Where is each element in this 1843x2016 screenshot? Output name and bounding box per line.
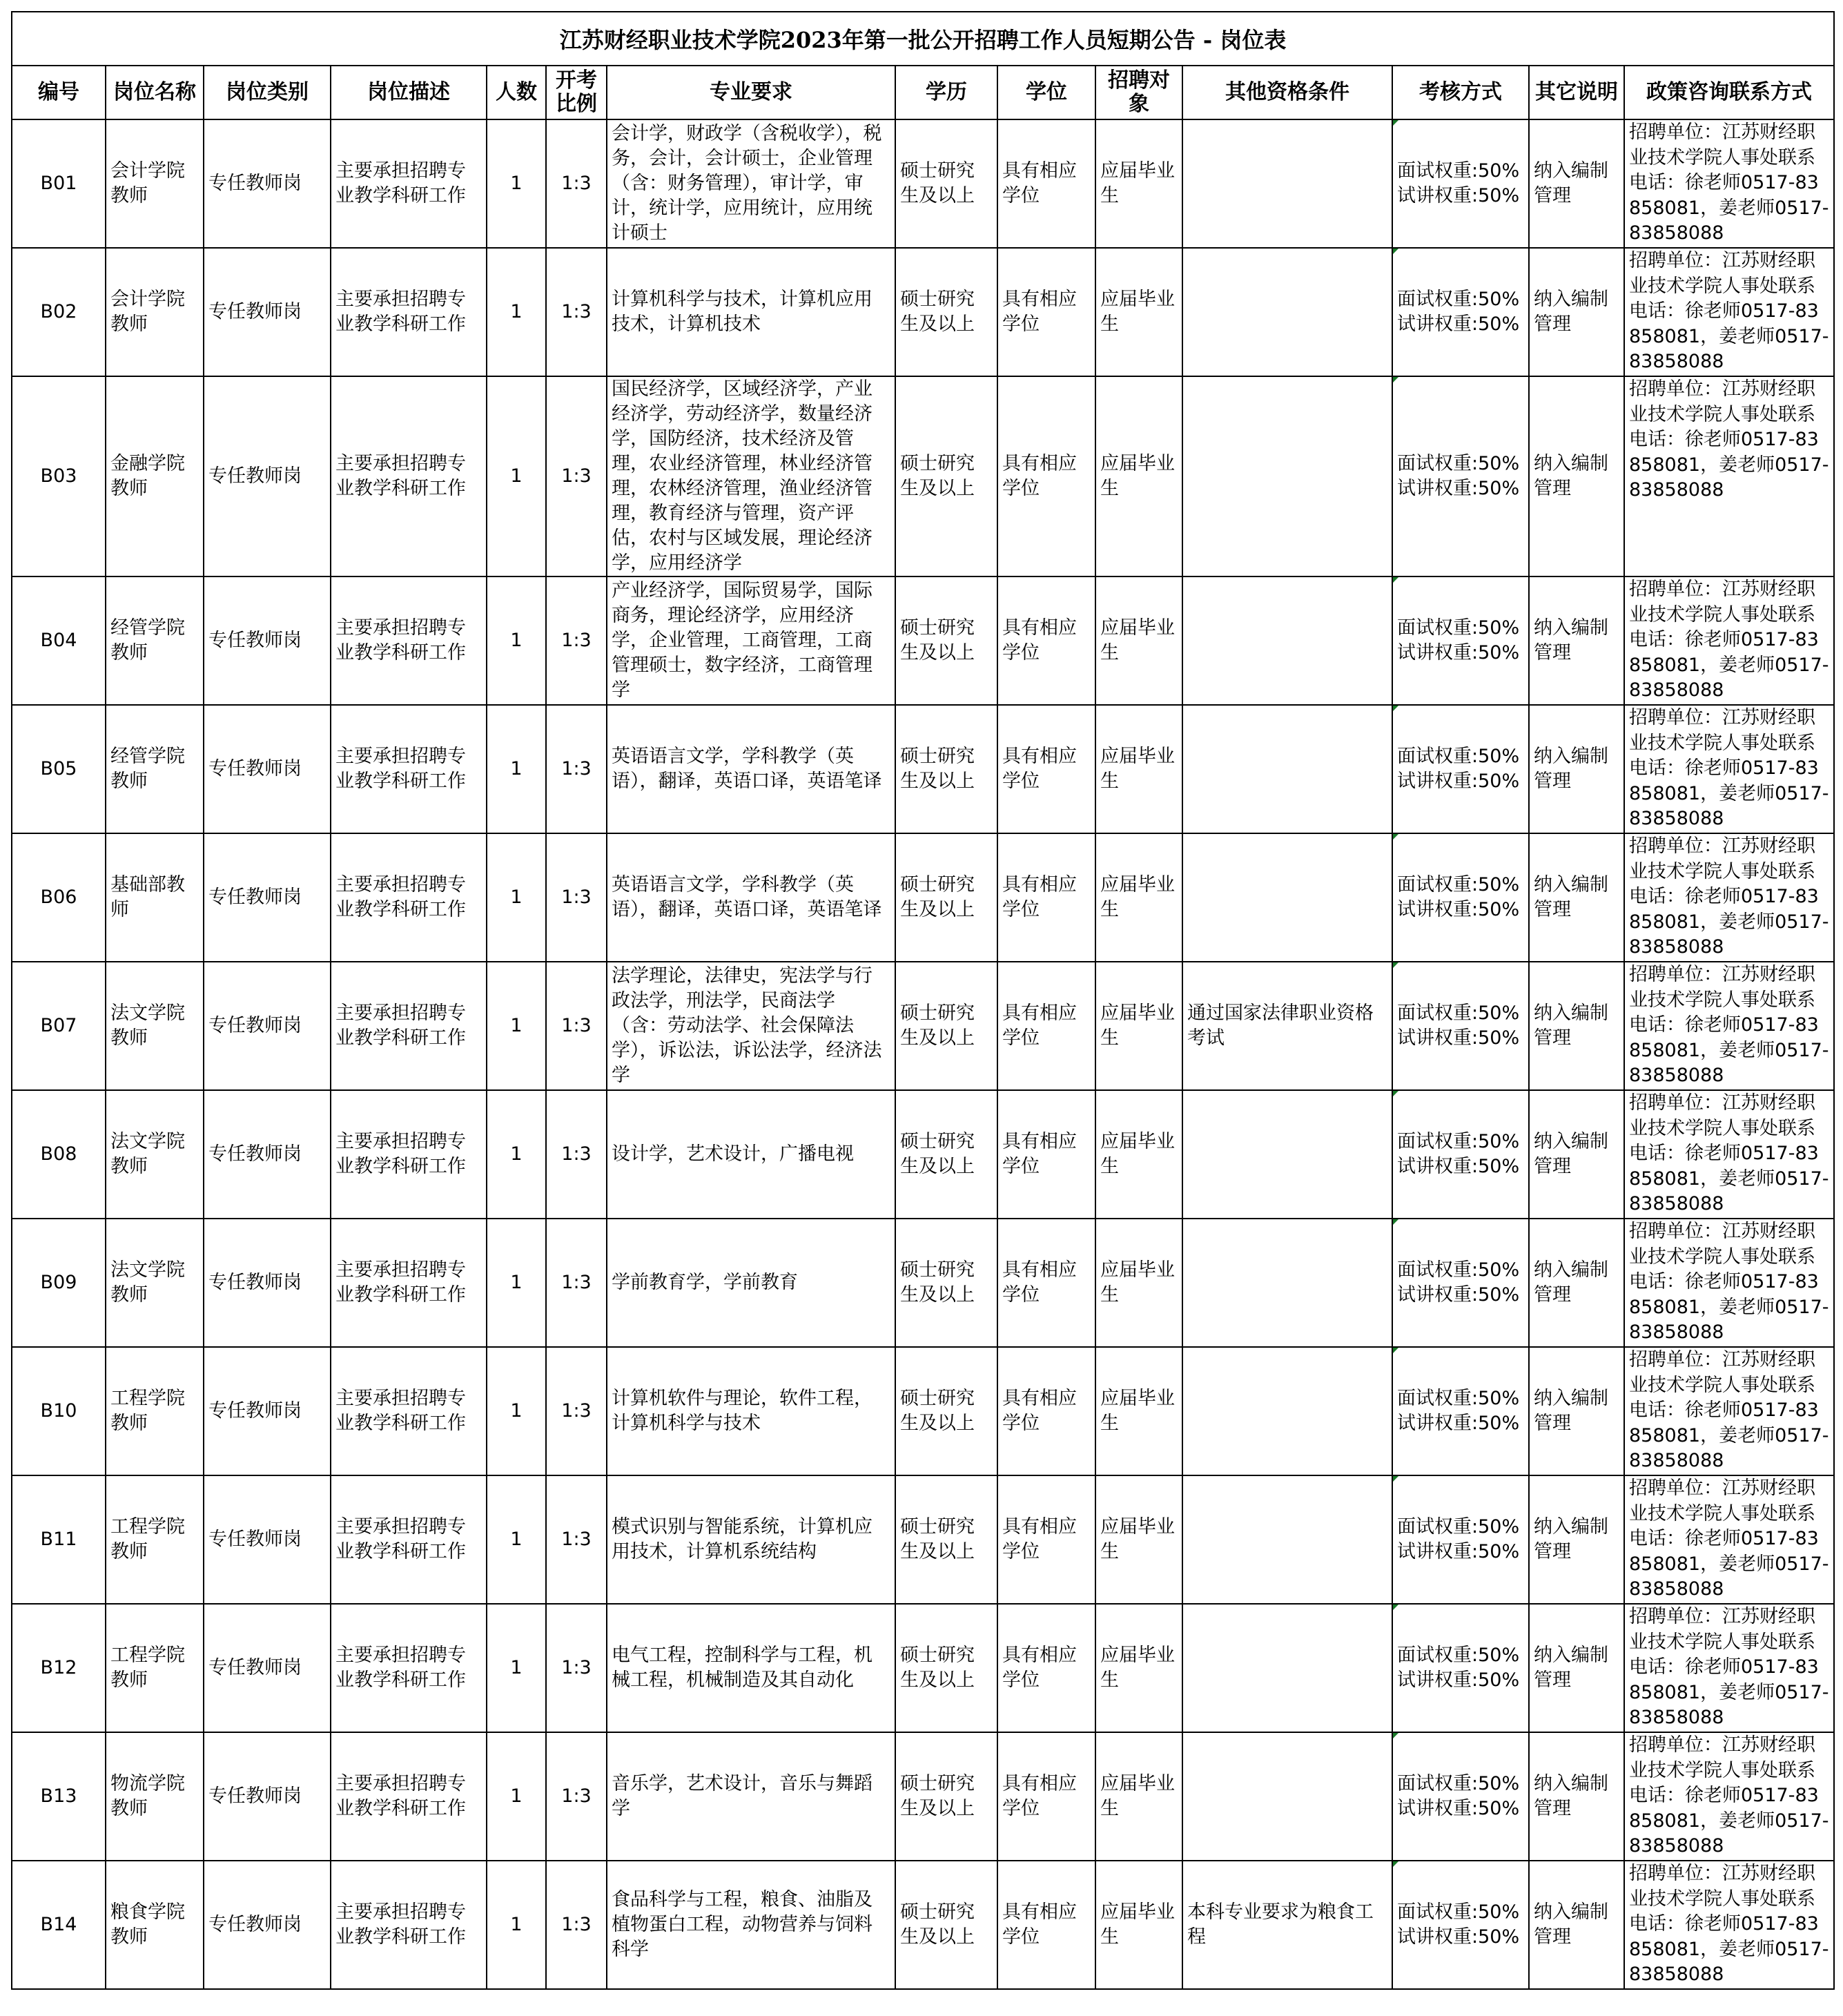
cell-exam: 面试权重:50% 试讲权重:50% xyxy=(1392,1475,1529,1604)
cell-target: 应届毕业生 xyxy=(1095,376,1182,576)
cell-ratio: 1:3 xyxy=(546,1347,607,1475)
cell-major: 学前教育学，学前教育 xyxy=(607,1219,895,1347)
cell-other xyxy=(1182,1219,1392,1347)
cell-id: B06 xyxy=(12,833,106,962)
cell-education: 硕士研究生及以上 xyxy=(895,962,997,1090)
cell-ratio: 1:3 xyxy=(546,376,607,576)
table-row xyxy=(12,1604,1834,1732)
cell-remark: 纳入编制管理 xyxy=(1529,1604,1624,1732)
cell-category: 专任教师岗 xyxy=(204,1604,331,1732)
cell-degree: 具有相应学位 xyxy=(997,833,1095,962)
cell-remark: 纳入编制管理 xyxy=(1529,1732,1624,1861)
cell-major: 模式识别与智能系统，计算机应用技术，计算机系统结构 xyxy=(607,1475,895,1604)
cell-id: B05 xyxy=(12,705,106,833)
job-table xyxy=(11,11,1835,1990)
cell-remark: 纳入编制管理 xyxy=(1529,705,1624,833)
cell-degree: 具有相应学位 xyxy=(997,1090,1095,1219)
cell-ratio: 1:3 xyxy=(546,1219,607,1347)
cell-contact: 招聘单位：江苏财经职业技术学院人事处联系电话：徐老师0517-83858081，姜老师0517-83858088 xyxy=(1624,248,1834,376)
cell-contact: 招聘单位：江苏财经职业技术学院人事处联系电话：徐老师0517-83858081，姜老师0517-83858088 xyxy=(1624,1347,1834,1475)
cell-other xyxy=(1182,833,1392,962)
cell-major: 计算机科学与技术，计算机应用技术，计算机技术 xyxy=(607,248,895,376)
cell-category: 专任教师岗 xyxy=(204,248,331,376)
cell-exam: 面试权重:50% 试讲权重:50% xyxy=(1392,248,1529,376)
table-row xyxy=(12,119,1834,248)
header-degree: 学位 xyxy=(997,66,1095,119)
cell-target: 应届毕业生 xyxy=(1095,1604,1182,1732)
cell-description: 主要承担招聘专业教学科研工作 xyxy=(331,833,487,962)
cell-exam: 面试权重:50% 试讲权重:50% xyxy=(1392,119,1529,248)
cell-education: 硕士研究生及以上 xyxy=(895,1475,997,1604)
cell-id: B10 xyxy=(12,1347,106,1475)
cell-ratio: 1:3 xyxy=(546,1861,607,1989)
cell-description: 主要承担招聘专业教学科研工作 xyxy=(331,1732,487,1861)
cell-target: 应届毕业生 xyxy=(1095,119,1182,248)
cell-count: 1 xyxy=(487,833,546,962)
cell-description: 主要承担招聘专业教学科研工作 xyxy=(331,1219,487,1347)
cell-id: B03 xyxy=(12,376,106,576)
cell-other xyxy=(1182,1475,1392,1604)
cell-other xyxy=(1182,376,1392,576)
cell-name: 工程学院教师 xyxy=(106,1604,204,1732)
cell-other xyxy=(1182,576,1392,705)
cell-target: 应届毕业生 xyxy=(1095,1732,1182,1861)
header-contact: 政策咨询联系方式 xyxy=(1624,66,1834,119)
cell-category: 专任教师岗 xyxy=(204,119,331,248)
table-row xyxy=(12,1475,1834,1604)
header-other: 其他资格条件 xyxy=(1182,66,1392,119)
cell-major: 会计学，财政学（含税收学），税务，会计，会计硕士，企业管理（含：财务管理），审计学，审计，统计学，应用统计，应用统计硕士 xyxy=(607,119,895,248)
cell-degree: 具有相应学位 xyxy=(997,1604,1095,1732)
cell-name: 会计学院教师 xyxy=(106,248,204,376)
cell-name: 法文学院教师 xyxy=(106,962,204,1090)
cell-name: 法文学院教师 xyxy=(106,1219,204,1347)
cell-ratio: 1:3 xyxy=(546,1090,607,1219)
cell-contact: 招聘单位：江苏财经职业技术学院人事处联系电话：徐老师0517-83858081，姜老师0517-83858088 xyxy=(1624,962,1834,1090)
cell-ratio: 1:3 xyxy=(546,1475,607,1604)
cell-target: 应届毕业生 xyxy=(1095,1090,1182,1219)
header-id: 编号 xyxy=(12,66,106,119)
cell-other xyxy=(1182,119,1392,248)
cell-exam: 面试权重:50% 试讲权重:50% xyxy=(1392,1347,1529,1475)
cell-description: 主要承担招聘专业教学科研工作 xyxy=(331,1604,487,1732)
cell-contact: 招聘单位：江苏财经职业技术学院人事处联系电话：徐老师0517-83858081，姜老师0517-83858088 xyxy=(1624,576,1834,705)
cell-count: 1 xyxy=(487,1347,546,1475)
table-row xyxy=(12,705,1834,833)
cell-exam: 面试权重:50% 试讲权重:50% xyxy=(1392,1090,1529,1219)
cell-degree: 具有相应学位 xyxy=(997,1732,1095,1861)
cell-major: 产业经济学，国际贸易学，国际商务，理论经济学，应用经济学，企业管理，工商管理，工商管理硕士，数字经济，工商管理学 xyxy=(607,576,895,705)
cell-count: 1 xyxy=(487,705,546,833)
cell-description: 主要承担招聘专业教学科研工作 xyxy=(331,1347,487,1475)
cell-id: B11 xyxy=(12,1475,106,1604)
cell-exam: 面试权重:50% 试讲权重:50% xyxy=(1392,1604,1529,1732)
cell-other xyxy=(1182,1732,1392,1861)
header-exam: 考核方式 xyxy=(1392,66,1529,119)
cell-contact: 招聘单位：江苏财经职业技术学院人事处联系电话：徐老师0517-83858081，姜老师0517-83858088 xyxy=(1624,1604,1834,1732)
cell-other xyxy=(1182,248,1392,376)
cell-count: 1 xyxy=(487,1090,546,1219)
cell-other: 通过国家法律职业资格考试 xyxy=(1182,962,1392,1090)
cell-name: 粮食学院教师 xyxy=(106,1861,204,1989)
table-row xyxy=(12,1732,1834,1861)
cell-name: 经管学院教师 xyxy=(106,576,204,705)
cell-degree: 具有相应学位 xyxy=(997,1219,1095,1347)
cell-id: B01 xyxy=(12,119,106,248)
cell-target: 应届毕业生 xyxy=(1095,1219,1182,1347)
cell-remark: 纳入编制管理 xyxy=(1529,833,1624,962)
cell-contact: 招聘单位：江苏财经职业技术学院人事处联系电话：徐老师0517-83858081，姜老师0517-83858088 xyxy=(1624,376,1834,576)
cell-major: 法学理论，法律史，宪法学与行政法学，刑法学，民商法学（含：劳动法学、社会保障法学），诉讼法，诉讼法学，经济法学 xyxy=(607,962,895,1090)
job-table-sheet xyxy=(11,11,1833,2005)
cell-name: 物流学院教师 xyxy=(106,1732,204,1861)
cell-name: 会计学院教师 xyxy=(106,119,204,248)
cell-description: 主要承担招聘专业教学科研工作 xyxy=(331,376,487,576)
cell-category: 专任教师岗 xyxy=(204,1347,331,1475)
table-title: 江苏财经职业技术学院2023年第一批公开招聘工作人员短期公告 - 岗位表 xyxy=(12,12,1834,66)
header-count: 人数 xyxy=(487,66,546,119)
cell-description: 主要承担招聘专业教学科研工作 xyxy=(331,705,487,833)
cell-education: 硕士研究生及以上 xyxy=(895,1732,997,1861)
cell-description: 主要承担招聘专业教学科研工作 xyxy=(331,576,487,705)
cell-degree: 具有相应学位 xyxy=(997,248,1095,376)
cell-degree: 具有相应学位 xyxy=(997,1347,1095,1475)
cell-education: 硕士研究生及以上 xyxy=(895,833,997,962)
cell-ratio: 1:3 xyxy=(546,962,607,1090)
cell-target: 应届毕业生 xyxy=(1095,1861,1182,1989)
cell-remark: 纳入编制管理 xyxy=(1529,1219,1624,1347)
cell-name: 金融学院教师 xyxy=(106,376,204,576)
cell-remark: 纳入编制管理 xyxy=(1529,119,1624,248)
cell-education: 硕士研究生及以上 xyxy=(895,1604,997,1732)
table-row xyxy=(12,833,1834,962)
cell-other: 本科专业要求为粮食工程 xyxy=(1182,1861,1392,1989)
cell-count: 1 xyxy=(487,119,546,248)
cell-contact: 招聘单位：江苏财经职业技术学院人事处联系电话：徐老师0517-83858081，姜老师0517-83858088 xyxy=(1624,705,1834,833)
cell-category: 专任教师岗 xyxy=(204,705,331,833)
cell-remark: 纳入编制管理 xyxy=(1529,576,1624,705)
cell-contact: 招聘单位：江苏财经职业技术学院人事处联系电话：徐老师0517-83858081，姜老师0517-83858088 xyxy=(1624,119,1834,248)
cell-education: 硕士研究生及以上 xyxy=(895,576,997,705)
cell-exam: 面试权重:50% 试讲权重:50% xyxy=(1392,1861,1529,1989)
cell-category: 专任教师岗 xyxy=(204,1732,331,1861)
cell-description: 主要承担招聘专业教学科研工作 xyxy=(331,248,487,376)
cell-name: 工程学院教师 xyxy=(106,1347,204,1475)
cell-id: B02 xyxy=(12,248,106,376)
cell-ratio: 1:3 xyxy=(546,119,607,248)
cell-contact: 招聘单位：江苏财经职业技术学院人事处联系电话：徐老师0517-83858081，姜老师0517-83858088 xyxy=(1624,833,1834,962)
cell-contact: 招聘单位：江苏财经职业技术学院人事处联系电话：徐老师0517-83858081，姜老师0517-83858088 xyxy=(1624,1090,1834,1219)
cell-ratio: 1:3 xyxy=(546,1732,607,1861)
cell-contact: 招聘单位：江苏财经职业技术学院人事处联系电话：徐老师0517-83858081，姜老师0517-83858088 xyxy=(1624,1732,1834,1861)
cell-education: 硕士研究生及以上 xyxy=(895,705,997,833)
header-remark: 其它说明 xyxy=(1529,66,1624,119)
cell-major: 设计学，艺术设计，广播电视 xyxy=(607,1090,895,1219)
header-row xyxy=(12,66,1834,119)
header-category: 岗位类别 xyxy=(204,66,331,119)
cell-other xyxy=(1182,705,1392,833)
cell-exam: 面试权重:50% 试讲权重:50% xyxy=(1392,962,1529,1090)
cell-target: 应届毕业生 xyxy=(1095,1475,1182,1604)
cell-description: 主要承担招聘专业教学科研工作 xyxy=(331,1475,487,1604)
header-major: 专业要求 xyxy=(607,66,895,119)
cell-exam: 面试权重:50% 试讲权重:50% xyxy=(1392,376,1529,576)
cell-category: 专任教师岗 xyxy=(204,833,331,962)
cell-exam: 面试权重:50% 试讲权重:50% xyxy=(1392,576,1529,705)
cell-name: 工程学院教师 xyxy=(106,1475,204,1604)
cell-degree: 具有相应学位 xyxy=(997,705,1095,833)
table-row xyxy=(12,376,1834,576)
cell-remark: 纳入编制管理 xyxy=(1529,248,1624,376)
cell-education: 硕士研究生及以上 xyxy=(895,1347,997,1475)
cell-exam: 面试权重:50% 试讲权重:50% xyxy=(1392,1219,1529,1347)
table-row xyxy=(12,962,1834,1090)
header-name: 岗位名称 xyxy=(106,66,204,119)
cell-ratio: 1:3 xyxy=(546,1604,607,1732)
cell-target: 应届毕业生 xyxy=(1095,1347,1182,1475)
cell-major: 食品科学与工程，粮食、油脂及植物蛋白工程，动物营养与饲料科学 xyxy=(607,1861,895,1989)
cell-id: B09 xyxy=(12,1219,106,1347)
cell-degree: 具有相应学位 xyxy=(997,119,1095,248)
cell-remark: 纳入编制管理 xyxy=(1529,376,1624,576)
cell-count: 1 xyxy=(487,1732,546,1861)
cell-ratio: 1:3 xyxy=(546,833,607,962)
cell-category: 专任教师岗 xyxy=(204,576,331,705)
cell-description: 主要承担招聘专业教学科研工作 xyxy=(331,1090,487,1219)
cell-target: 应届毕业生 xyxy=(1095,962,1182,1090)
cell-education: 硕士研究生及以上 xyxy=(895,248,997,376)
cell-name: 基础部教师 xyxy=(106,833,204,962)
cell-major: 英语语言文学，学科教学（英语），翻译，英语口译，英语笔译 xyxy=(607,833,895,962)
cell-remark: 纳入编制管理 xyxy=(1529,1861,1624,1989)
table-body xyxy=(12,119,1834,1989)
cell-target: 应届毕业生 xyxy=(1095,705,1182,833)
cell-remark: 纳入编制管理 xyxy=(1529,1090,1624,1219)
table-row xyxy=(12,1861,1834,1989)
cell-exam: 面试权重:50% 试讲权重:50% xyxy=(1392,1732,1529,1861)
cell-degree: 具有相应学位 xyxy=(997,576,1095,705)
cell-count: 1 xyxy=(487,1861,546,1989)
cell-id: B12 xyxy=(12,1604,106,1732)
cell-ratio: 1:3 xyxy=(546,248,607,376)
cell-education: 硕士研究生及以上 xyxy=(895,1219,997,1347)
cell-major: 国民经济学，区域经济学，产业经济学，劳动经济学，数量经济学，国防经济，技术经济及管理，农业经济管理，林业经济管理，农林经济管理，渔业经济管理，教育经济与管理，资产评估，农村与区域发展，理论经济学，应用经济学 xyxy=(607,376,895,576)
cell-remark: 纳入编制管理 xyxy=(1529,1475,1624,1604)
cell-id: B04 xyxy=(12,576,106,705)
cell-id: B07 xyxy=(12,962,106,1090)
cell-exam: 面试权重:50% 试讲权重:50% xyxy=(1392,833,1529,962)
header-target: 招聘对象 xyxy=(1095,66,1182,119)
cell-category: 专任教师岗 xyxy=(204,376,331,576)
cell-category: 专任教师岗 xyxy=(204,962,331,1090)
cell-contact: 招聘单位：江苏财经职业技术学院人事处联系电话：徐老师0517-83858081，姜老师0517-83858088 xyxy=(1624,1475,1834,1604)
table-row xyxy=(12,1090,1834,1219)
cell-degree: 具有相应学位 xyxy=(997,962,1095,1090)
cell-category: 专任教师岗 xyxy=(204,1475,331,1604)
cell-target: 应届毕业生 xyxy=(1095,248,1182,376)
cell-major: 音乐学，艺术设计，音乐与舞蹈学 xyxy=(607,1732,895,1861)
cell-major: 英语语言文学，学科教学（英语），翻译，英语口译，英语笔译 xyxy=(607,705,895,833)
cell-other xyxy=(1182,1347,1392,1475)
cell-name: 法文学院教师 xyxy=(106,1090,204,1219)
cell-contact: 招聘单位：江苏财经职业技术学院人事处联系电话：徐老师0517-83858081，姜老师0517-83858088 xyxy=(1624,1861,1834,1989)
cell-count: 1 xyxy=(487,376,546,576)
cell-education: 硕士研究生及以上 xyxy=(895,376,997,576)
cell-target: 应届毕业生 xyxy=(1095,833,1182,962)
cell-count: 1 xyxy=(487,248,546,376)
table-row xyxy=(12,1347,1834,1475)
cell-id: B13 xyxy=(12,1732,106,1861)
cell-description: 主要承担招聘专业教学科研工作 xyxy=(331,1861,487,1989)
cell-count: 1 xyxy=(487,1475,546,1604)
cell-degree: 具有相应学位 xyxy=(997,376,1095,576)
cell-name: 经管学院教师 xyxy=(106,705,204,833)
cell-count: 1 xyxy=(487,1219,546,1347)
cell-contact: 招聘单位：江苏财经职业技术学院人事处联系电话：徐老师0517-83858081，姜老师0517-83858088 xyxy=(1624,1219,1834,1347)
cell-education: 硕士研究生及以上 xyxy=(895,1090,997,1219)
header-description: 岗位描述 xyxy=(331,66,487,119)
cell-target: 应届毕业生 xyxy=(1095,576,1182,705)
cell-count: 1 xyxy=(487,1604,546,1732)
cell-ratio: 1:3 xyxy=(546,705,607,833)
table-row xyxy=(12,576,1834,705)
cell-description: 主要承担招聘专业教学科研工作 xyxy=(331,962,487,1090)
cell-description: 主要承担招聘专业教学科研工作 xyxy=(331,119,487,248)
table-row xyxy=(12,1219,1834,1347)
cell-ratio: 1:3 xyxy=(546,576,607,705)
cell-remark: 纳入编制管理 xyxy=(1529,1347,1624,1475)
cell-degree: 具有相应学位 xyxy=(997,1475,1095,1604)
cell-exam: 面试权重:50% 试讲权重:50% xyxy=(1392,705,1529,833)
cell-category: 专任教师岗 xyxy=(204,1219,331,1347)
cell-id: B08 xyxy=(12,1090,106,1219)
cell-education: 硕士研究生及以上 xyxy=(895,119,997,248)
cell-category: 专任教师岗 xyxy=(204,1861,331,1989)
cell-other xyxy=(1182,1604,1392,1732)
cell-major: 计算机软件与理论，软件工程，计算机科学与技术 xyxy=(607,1347,895,1475)
cell-major: 电气工程，控制科学与工程，机械工程，机械制造及其自动化 xyxy=(607,1604,895,1732)
cell-category: 专任教师岗 xyxy=(204,1090,331,1219)
cell-count: 1 xyxy=(487,962,546,1090)
cell-remark: 纳入编制管理 xyxy=(1529,962,1624,1090)
cell-id: B14 xyxy=(12,1861,106,1989)
cell-count: 1 xyxy=(487,576,546,705)
header-education: 学历 xyxy=(895,66,997,119)
table-row xyxy=(12,248,1834,376)
cell-degree: 具有相应学位 xyxy=(997,1861,1095,1989)
cell-other xyxy=(1182,1090,1392,1219)
cell-education: 硕士研究生及以上 xyxy=(895,1861,997,1989)
header-ratio: 开考比例 xyxy=(546,66,607,119)
